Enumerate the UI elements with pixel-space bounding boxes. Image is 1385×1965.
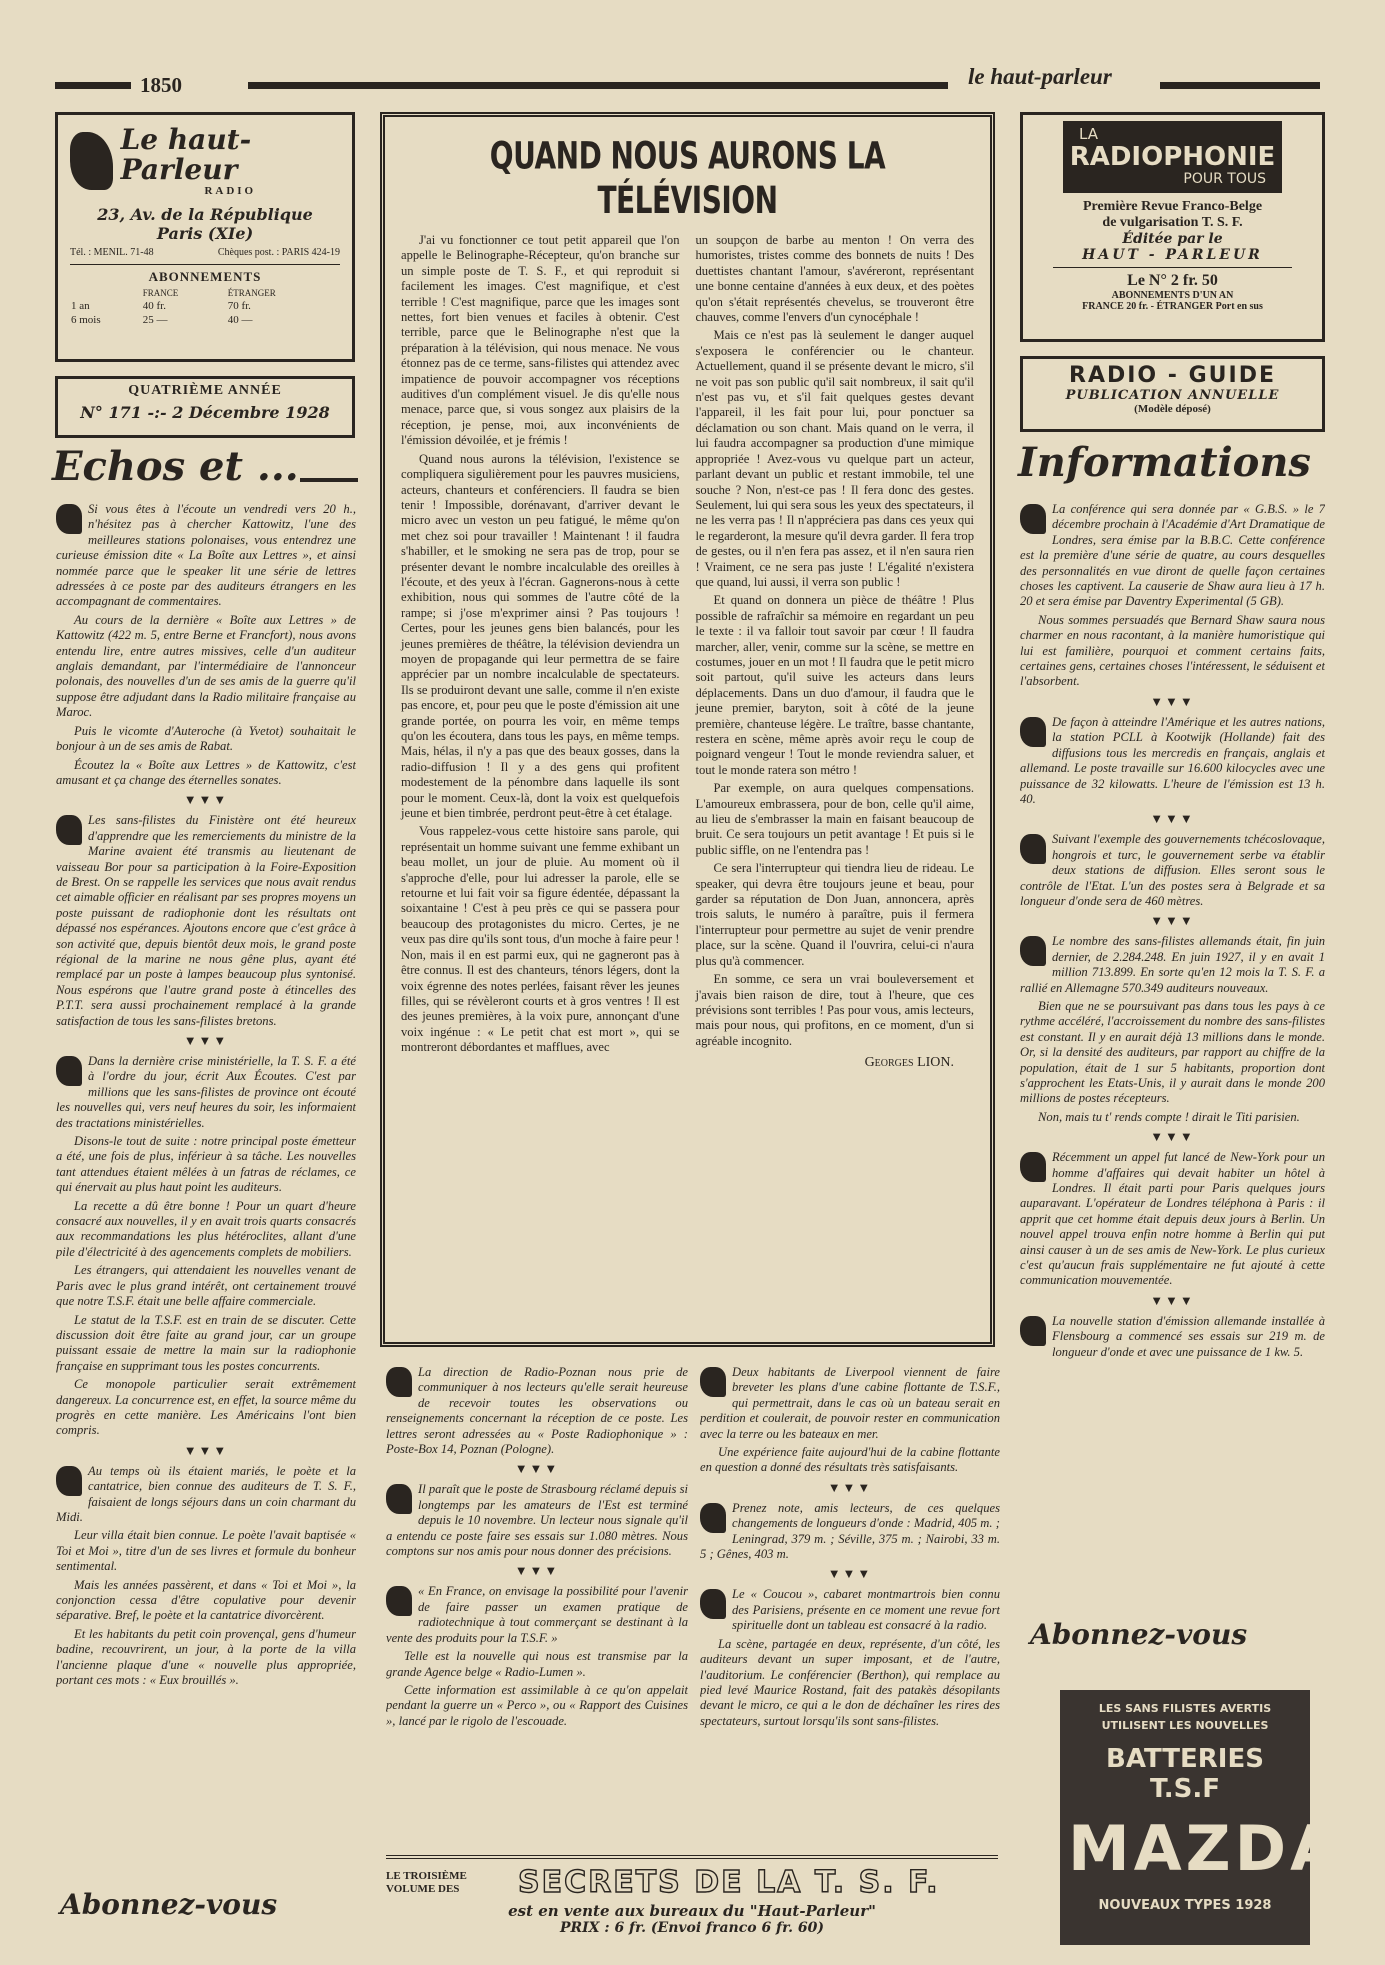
feature-paragraph: En somme, ce sera un vrai bouleversement et j'avais bien raison de dire, tout à l'heure, que ces prévisions sont terribles ! Pas pour vous, amis lecteurs, mais pour nous, qui profitons, en ce moment, d'un si agréable incognito. (695, 972, 974, 1048)
echo-text: Disons-le tout de suite : notre principal poste émetteur a été, une fois de plus, inférieur à sa tâche. Les nouvelles tant attendues étaient mêlées à un fatras de réclames, ce qui énervait au plus haut point les auditeurs. (56, 1134, 356, 1195)
info-item (1020, 934, 1325, 996)
header-rule-left (55, 82, 131, 89)
separator: ▼▼▼ (514, 1461, 560, 1477)
info-text: De façon à atteindre l'Amérique et les autres nations, la station PCLL à Kootwijk (Hollande) fait des diffusions tous les mercredis en français, anglais et allemand. Le poste travaille sur 16.600 kilocycles avec une puissance de 32 kilowatts. L'heure de l'émission est 13 h. 40. (1020, 714, 1325, 806)
echo-text: Si vous êtes à l'écoute un vendredi vers 20 h., n'hésitez pas à chercher Kattowitz, l'une des meilleures stations polonaises, vous entendrez une curieuse émission dite « La Boîte aux Lettres », et ainsi nommée parce que le speaker lit une série de lettres adressées à ce poste par des auditeurs étrangers en les accompagnant de commentaires. (56, 502, 356, 609)
radioguide-sub: PUBLICATION ANNUELLE (1065, 388, 1280, 403)
news-text: Cette information est assimilable à ce qu'on appelait pendant la guerre un « Perco », ou « Rapport des Cuisines », lancé par le rigolo de l'escouade. (386, 1682, 688, 1728)
separator: ▼▼▼ (183, 792, 229, 808)
subs-title: ABONNEMENTS (148, 269, 262, 284)
secrets-banner (386, 1855, 998, 1943)
informations-column (1020, 502, 1325, 1597)
echo-item (56, 502, 356, 610)
echo-text: Et les habitants du petit coin provençal, gens d'humeur badine, recouvrirent, un jour, à la porte de la villa l'ancienne plaque d'une « nouvelle plus appropriée, portant ces mots : « Eux brouillés ». (56, 1626, 356, 1688)
banner-title: SECRETS DE LA T. S. F. (518, 1865, 940, 1900)
loudspeaker-icon (386, 1367, 412, 1397)
separator: ▼▼▼ (827, 1566, 873, 1582)
logo-text: Le haut-Parleur (120, 123, 252, 186)
loudspeaker-icon (1020, 717, 1046, 747)
radiophonie-line-1: Première Revue Franco-Belge (1082, 199, 1263, 214)
subs-cell: 70 fr. (227, 300, 251, 312)
info-item (1020, 715, 1325, 807)
radiophonie-title-3: POUR TOUS (1183, 171, 1266, 187)
separator: ▼▼▼ (1150, 1292, 1195, 1308)
echo-text: Les sans-filistes du Finistère ont été heureux d'apprendre que les remerciements du ministre de la Marine avaient été transmis au lieutenant de vaisseau Bor pour sa participation à la Foire-Exposition de Brest. On se rappelle les services que nous avait rendus cet aimable officier en réalisant par ses propres moyens un poste puissant de radiophonie dont les résultats ont dépassé nos espérances. Ajoutons encore que c'est grâce à son activité que, depuis bientôt deux mois, le grand poste régional de la marine ne nous gêne plus, ayant été remplacé par un poste à lampes beaucoup plus syntonisé. Nous espérons que l'autre grand poste à étincelles des P.T.T. sera aussi prochainement remplacé à la grande satisfaction de tous les sans-filistes bretons. (56, 813, 356, 1028)
loudspeaker-icon (1020, 1316, 1046, 1346)
feature-title: QUAND NOUS AURONS LA TÉLÉVISION (489, 133, 886, 223)
radioguide-box (1020, 356, 1325, 432)
radiophonie-box (1020, 112, 1325, 342)
subs-table (70, 287, 340, 327)
news-text: « En France, on envisage la possibilité pour l'avenir de faire passer un examen pratique de radiotechnique à tout commerçant se destinant à la vente des produits pour la T.S.F. » (386, 1584, 688, 1645)
news-text: Le « Coucou », cabaret montmartrois bien connu des Parisiens, présente en ce moment une revue fort spirituelle dont un tableau est consacré à la radio. (732, 1587, 1000, 1633)
radiophonie-subs: ABONNEMENTS D'UN AN (1111, 290, 1234, 301)
loudspeaker-icon (70, 132, 113, 190)
echo-item (56, 1054, 356, 1131)
informations-footer: Abonnez-vous (1030, 1618, 1248, 1651)
phone-line (70, 247, 340, 258)
feature-col-2 (696, 233, 975, 1071)
echos-footer: Abonnez-vous (60, 1888, 278, 1921)
separator: ▼▼▼ (1150, 913, 1195, 929)
news-text: Prenez note, amis lecteurs, de ces quelques changements de longueurs d'onde : Madrid, 405 m. ; Leningrad, 379 m. ; Séville, 375 m. ; Nairobi, 33 m. 5 ; Gênes, 403 m. (700, 1500, 1000, 1562)
col-france: FRANCE (142, 288, 179, 298)
radiophonie-rates: FRANCE 20 fr. - ÉTRANGER Port en sus (1082, 301, 1263, 312)
echo-text: Au temps où ils étaient mariés, le poète et la cantatrice, bien connue des auditeurs de T. S. F., faisaient de longs séjours dans un coin charmant du Midi. (56, 1463, 356, 1524)
issue-year: QUATRIÈME ANNÉE (128, 383, 282, 398)
news-item (700, 1501, 1000, 1563)
separator: ▼▼▼ (183, 1033, 229, 1048)
loudspeaker-icon (1020, 504, 1046, 534)
loudspeaker-icon (1020, 936, 1046, 966)
radiophonie-title-2: RADIOPHONIE (1069, 142, 1276, 172)
info-text: Récemment un appel fut lancé de New-York pour un homme d'affaires qui devait habiter un hôtel à Londres. Il était parti pour Paris quelques jours auparavant. L'opérateur de Londres téléphona à Paris : il apprit que cet homme était depuis deux jours à Berlin. Un nouvel appel trouva enfin notre homme à Berlin qui put ainsi causer à un de ses amis de New-York. Le plus curieux c'est qu'aucun frais supplémentaire ne fut ajouté à cette communication mouvementée. (1020, 1150, 1325, 1288)
radiophonie-line-3: Éditée par le (1122, 231, 1223, 247)
issue-number: N° 171 -:- 2 Décembre 1928 (80, 403, 330, 422)
info-item (1020, 1150, 1325, 1289)
news-item (700, 1365, 1000, 1442)
issue-box (55, 376, 355, 438)
feature-paragraph: Ce sera l'interrupteur qui tiendra lieu de rideau. Le speaker, qui devra être toujours jeune et beau, pour garder sa réputation de Don Juan, annoncera, après trois saluts, le numéro à paraître, puis il fermera l'interrupteur pour permettre au sujet de venir prendre place, sur la scène. Quand il l'ouvrira, celui-ci n'aura plus qu'à commencer. (695, 861, 974, 968)
masthead-logo (70, 125, 340, 197)
radiophonie-line-2: de vulgarisation T. S. F. (1102, 215, 1243, 230)
ad-line-4: NOUVEAUX TYPES 1928 (1098, 1898, 1272, 1913)
ad-line-2: UTILISENT LES NOUVELLES (1101, 1719, 1269, 1732)
loudspeaker-icon (386, 1484, 412, 1514)
echo-text: Le statut de la T.S.F. est en train de se discuter. Cette discussion doit être faite au grand jour, car un groupe puissant essaie de mettre la main sur la radiophonie française en supprimant tous les postes concurrents. (56, 1312, 356, 1373)
feature-paragraph: Mais ce n'est pas là seulement le danger auquel s'exposera le conférencier ou le chanteur. Actuellement, quand il se présente devant le micro, s'il ne voit pas son public qu'il sait nombreux, il sait qu'il n'est pas vu, et s'il fait quelques gestes devant l'appareil, il les fait pour lui, pour ponctuer sa déclamation ou son chant. Mais quand on le verra, il lui faudra accompagner sa production d'une mimique appropriée ! Avez-vous vu quelque part un acteur, parlant devant un public et restant immobile, tel une souche ? Non, n'est-ce pas ! Il fera donc des gestes. Seulement, lui qui sera sous les yeux des spectateurs, il ne les verra pas ! Il n'appréciera pas dans ces yeux qui le regarderont, la mesure qu'il devra garder. Il fera trop de gestes, ou il n'en fera pas assez, et il n'en saura rien ! Vraiment, ce ne sera pas juste ! L'égalité n'existera que quand, lui aussi, il verra son public ! (695, 328, 974, 589)
feature-paragraph: Vous rappelez-vous cette histoire sans parole, qui représentait un homme suivant une femme exhibant un beau mollet, un jour de pluie. Au moment où il s'approche d'elle, pour lui adresser la parole, elle se retourne et lui fait voir sa figure édentée, dépassant la soixantaine ! C'est à peu près ce qui se passera pour beaucoup des protagonistes du micro. Certes, je ne veux pas dire qu'ils sont tous, d'un moche à faire peur ! Non, mais il en est parmi eux, qui ne gagneront pas à être connus. Il est des chanteurs, ténors légers, dont la voix égrenne des notes perlées, faisant rêver les jeunes filles, qui se révèleront courts et à gros ventres ! Il est des jeunes premières, à la voix pure, annonçant d'une voix ingénue : « Le petit chat est mort », qui se montreront débordantes et mafflues, avec (401, 824, 680, 1055)
subs-cell: 40 fr. (142, 300, 166, 312)
news-item (700, 1587, 1000, 1633)
info-text: Bien que ne se poursuivant pas dans tous les pays à ce rythme accéléré, l'accroissement du nombre des sans-filistes est constant. Il y en aurait déjà 13 millions dans le monde. Or, si la densité des auditeurs, par rapport au chiffre de la population, était de 1 sur 5 habitants, proportion dont s'approchent les Etats-Unis, il y aurait dans le monde 200 millions de postes récepteurs. (1020, 998, 1325, 1106)
info-text: La nouvelle station d'émission allemande installée à Flensbourg a commencé ses essais sur 219 m. de longueur d'onde et avec une puissance de 1 kw. 5. (1052, 1313, 1325, 1359)
subs-cell: 1 an (71, 300, 90, 312)
echos-heading: Echos et ... (52, 443, 299, 490)
info-item (1020, 1314, 1325, 1360)
logo-sub: RADIO (204, 185, 257, 197)
signature: Georges LION. (864, 1055, 954, 1071)
feature-paragraph: Quand nous aurons la télévision, l'existence se compliquera sigulièrement pour les pauvres musiciens, acteurs, chanteurs et conférenciers. Il faudra se bien tenir ! Impossible, dorénavant, d'arriver devant le micro avec un veston un peu fatigué, le même qu'on met chez soi pour travailler ! Maintenant ! il faudra s'habiller, et le smoking ne sera pas de trop, pour se présenter devant le nombre incalculable des oreilles à l'écoute, et des yeux à l'écran. Gagnerons-nous à cette exhibition, nous qui sommes de l'autre côté de la rampe; si j'ose m'exprimer ainsi ? Pas toujours ! Certes, pour les jeunes gens bien balancés, pour les jeunes premières de théâtre, la télévision deviendra un moyen de propagande qui leur permettra de se faire apprécier par un nombre incalculable de spectateurs. Ils se produiront devant une salle, comme il n'en existe pas encore, et, pour peu que le poste d'émission ait une grande portée, on pourra les voir, en même temps qu'on les écoutera, dans tous les pays, en même temps. Mais, hélas, il n'y a pas que des beaux gosses, dans la radio-diffusion ! Il y a des gens qui profitent modestement de la pénombre dans laquelle ils sont pour le moment. Ceux-là, dont la voix est quelquefois jeune et bien timbrée, perdront peut-être à cet étalage. (401, 451, 680, 821)
loudspeaker-icon (56, 504, 82, 534)
header-rule-mid (248, 82, 948, 89)
banner-line2: est en vente aux bureaux du "Haut-Parleur" (508, 1902, 876, 1920)
header-rule-right (1160, 82, 1320, 89)
feature-box (380, 112, 995, 1347)
news-item (386, 1365, 688, 1457)
newspaper-title: le haut-parleur (968, 64, 1112, 89)
echo-text: Au cours de la dernière « Boîte aux Lettres » de Kattowitz (422 m. 5, entre Berne et Francfort), nous avons entendu lire, entre autres missives, celle d'un auditeur anglais demandant, par l'intermédiaire de l'annonceur polonais, des nouvelles d'un de ses amis de la guerre qu'il suppose être adjudant dans la Radio militaire française au Maroc. (56, 612, 356, 720)
ad-brand: MAZDA (1068, 1812, 1343, 1885)
echo-item (56, 1464, 356, 1526)
news-text: Une expérience faite aujourd'hui de la cabine flottante en question a donné des résultats très satisfaisants. (700, 1445, 1000, 1475)
echo-text: Ce monopole particulier serait extrêmement dangereux. La concurrence est, en effet, la source même du progrès en cette manière. Les Américains l'ont bien compris. (56, 1377, 356, 1438)
col-etranger: ÉTRANGER (227, 288, 276, 298)
echos-heading-rule (300, 478, 358, 482)
echo-text: La recette a dû être bonne ! Pour un quart d'heure consacré aux nouvelles, il y en avait trois quarts consacrés aux recommandations les plus hétéroclites, allant d'une pile d'électricité à des agencements complets de mobiliers. (56, 1198, 356, 1259)
news-text: Il paraît que le poste de Strasbourg réclamé depuis si longtemps par les amateurs de l'Est est terminé depuis le 10 novembre. Un lecteur nous signale qu'il a entendu ce poste faire ses essais sur 1.080 mètres. Nous comptons sur nos amis pour nous donner des précisions. (386, 1482, 688, 1559)
separator: ▼▼▼ (514, 1563, 560, 1579)
banner-left: LE TROISIÈME VOLUME DES (386, 1869, 467, 1895)
feature-paragraph: un soupçon de barbe au menton ! On verra des humoristes, tristes comme des bonnets de nuits ! Des duettistes chantant l'amour, s'avéreront, représentant une bonne centaine d'années à eux deux, et des poètes qu'on s'était représentés chevelus, se trouveront être chauves, comme l'envers d'un cynocéphale ! (695, 233, 974, 325)
loudspeaker-icon (386, 1586, 412, 1616)
subs-cell: 25 — (142, 314, 168, 326)
news-item (386, 1584, 688, 1646)
loudspeaker-icon (1020, 1152, 1046, 1182)
news-item (386, 1482, 688, 1559)
radiophonie-price: Le N° 2 fr. 50 (1127, 272, 1218, 289)
separator: ▼▼▼ (1150, 1129, 1195, 1145)
echo-text: Dans la dernière crise ministérielle, la T. S. F. a été à l'ordre du jour, écrit Aux Écoutes. C'est par millions que les sans-filistes de province ont écouté les nouvelles qui, vers neuf heures du soir, les informaient des tractations ministérielles. (56, 1054, 356, 1130)
echos-column (56, 502, 356, 1890)
loudspeaker-icon (700, 1367, 726, 1397)
feature-paragraph: J'ai vu fonctionner ce tout petit appareil que l'on appelle le Belinographe-Récepteur, qu'on branche sur un simple poste de T. S. F., et qui reproduit si facilement les images. C'est magnifique, et c'est terrible ! C'est magnifique, parce que les images sont nettes, fort bien venues et faciles à obtenir. C'est terrible, parce que le Belinographe n'est que la préparation à la télévision, qui nous menace. Ne vous étonnez pas de ce terme, sans-filistes qui attendez avec impatience de pouvoir accompagner vos réceptions auditives d'un complément visuel. Je dis qu'elle nous menace, parce que, si vous songez aux plaisirs de la réception, je pense, moi, aux inconvénients de l'émission dévoilée, et je frémis ! (401, 233, 680, 448)
informations-heading: Informations (1018, 439, 1311, 486)
info-text: Le nombre des sans-filistes allemands était, fin juin dernier, de 2.284.248. En juin 1927, il y en avait 1 million 713.899. En sorte qu'en 12 mois la T. S. F. a rallié en Allemagne 570.349 auditeurs nouveaux. (1020, 934, 1325, 995)
separator: ▼▼▼ (1150, 811, 1195, 827)
mid-column-2 (700, 1365, 1000, 1845)
loudspeaker-icon (1020, 834, 1046, 864)
radiophonie-line-4: HAUT - PARLEUR (1082, 247, 1263, 263)
ad-line-3: BATTERIES T.S.F (1106, 1744, 1264, 1804)
info-item (1020, 832, 1325, 909)
radioguide-title: RADIO - GUIDE (1069, 363, 1276, 388)
info-text: Nous sommes persuadés que Bernard Shaw saura nous charmer en nous racontant, à la manière humoristique qui lui est familière, pourquoi et comment certains faits, certaines gens, certaines choses l'intéressent, le séduisent et l'absorbent. (1020, 612, 1325, 689)
phone: Tél. : MENIL. 71-48 (70, 247, 154, 258)
feature-paragraph: Par exemple, on aura quelques compensations. L'amoureux embrassera, pour de bon, celle qu'il aime, au lieu de s'embrasser la main en faisant beaucoup de bruit. Ce sera toujours un petit avantage ! Et puis si le public siffle, on ne l'entendra pas ! (695, 781, 974, 857)
radioguide-note: (Modèle déposé) (1134, 403, 1211, 415)
mid-column-1 (386, 1365, 688, 1845)
info-text: La conférence qui sera donnée par « G.B.S. » le 7 décembre prochain à l'Académie d'Art Dramatique de Londres, sera émise par la B.B.C. Cette conférence est la première d'une série de quatre, au cours desquelles des personnalités en vue diront de quelle façon certaines choses les captivent. La causerie de Shaw aura lieu à 17 h. 20 et sera émise par Daventry Experimental (5 GB). (1020, 502, 1325, 609)
mazda-ad (1060, 1690, 1343, 1945)
separator: ▼▼▼ (1150, 693, 1195, 709)
echo-text: Leur villa était bien connue. Le poète l'avait baptisée « Toi et Moi », titre d'un de ses livres et formule du bonheur sentimental. (56, 1528, 356, 1574)
echo-text: Puis le vicomte d'Auteroche (à Yvetot) souhaitait le bonjour à un de ses amis de Rabat. (56, 723, 356, 754)
echo-text: Mais les années passèrent, et dans « Toi et Moi », la conjonction cessa d'être copulative pour devenir séparative. Bref, le poète et la cantatrice divorcèrent. (56, 1577, 356, 1623)
radiophonie-title-bar (1063, 121, 1282, 193)
loudspeaker-icon (700, 1589, 726, 1619)
address: 23, Av. de la République (97, 205, 313, 224)
news-text: Telle est la nouvelle qui nous est transmise par la grande Agence belge « Radio-Lumen ». (386, 1649, 688, 1679)
news-text: Deux habitants de Liverpool viennent de faire breveter les plans d'une cabine flottante de T.S.F., qui permettrait, dans le cas où un bateau serait en perdition et coulerait, de pouvoir rester en communication avec la terre ou les bateaux en mer. (700, 1365, 1000, 1441)
page-number: 1850 (140, 73, 182, 97)
info-item (1020, 502, 1325, 610)
loudspeaker-icon (56, 1466, 82, 1496)
loudspeaker-icon (56, 815, 82, 845)
separator: ▼▼▼ (183, 1442, 229, 1458)
feature-col-1 (401, 233, 680, 1071)
city: Paris (XIe) (156, 224, 254, 243)
loudspeaker-icon (700, 1503, 726, 1533)
subs-cell: 6 mois (71, 314, 101, 326)
loudspeaker-icon (56, 1056, 82, 1086)
echo-text: Écoutez la « Boîte aux Lettres » de Kattowitz, c'est amusant et ça change des éternelles sonates. (56, 757, 356, 787)
info-text: Non, mais tu t' rends compte ! dirait le Titi parisien. (1038, 1109, 1300, 1124)
news-text: La scène, partagée en deux, représente, d'un côté, les auditeurs devant un super imposant, et de l'autre, l'auditorium. Le conférencier (Berthon), qui remplace au pied levé Maurice Rostand, fait des patakès désopilants devant le micro, ce qui a le don de déchaîner les rires des spectateurs, surtout lorsqu'ils sont sans-filistes. (700, 1636, 1000, 1728)
echo-text: Les étrangers, qui attendaient les nouvelles venant de Paris avec le plus grand intérêt, ont certainement trouvé que notre T.S.F. était une belle affaire commerciale. (56, 1263, 356, 1309)
feature-paragraph: Et quand on donnera un pièce de théâtre ! Plus possible de rafraîchir sa mémoire en regardant un peu le texte : il va falloir tout savoir par cœur ! Il faudra marcher, aller, venir, comme sur la scène, se mettre en costumes, jouer en un mot ! Il faudra que le petit micro soit partout, qu'il suive les acteurs dans leurs déplacements. Dans un duo d'amour, il faudra que le jeune premier, baryton, soit à côté de la jeune première, chanteuse légère. Le traître, basse chantante, restera en scène, même après avoir reçu le coup de poignard vengeur ! Tout le monde reviendra saluer, et tout le monde ratera son métro ! (695, 593, 974, 777)
echo-item (56, 813, 356, 1029)
subs-cell: 40 — (227, 314, 253, 326)
separator: ▼▼▼ (827, 1479, 873, 1495)
cheques: Chèques post. : PARIS 424-19 (217, 247, 340, 258)
info-text: Suivant l'exemple des gouvernements tchécoslovaque, hongrois et turc, le gouvernement serbe va établir deux stations de diffusion. Elles seront sous le contrôle de l'Etat. L'un des postes sera à Belgrade et sa longueur d'onde sera de 460 mètres. (1020, 832, 1325, 908)
radiophonie-title-1: LA (1079, 125, 1098, 143)
news-text: La direction de Radio-Poznan nous prie de communiquer à nos lecteurs qu'elle serait heureuse de recevoir toutes les observations ou renseignements concernant la réception de ce poste. Les lettres seront adressées au « Poste Radiophonique » : Poste-Box 14, Poznan (Pologne). (386, 1365, 688, 1457)
ad-line-1: LES SANS FILISTES AVERTIS (1098, 1702, 1272, 1715)
banner-price: PRIX : 6 fr. (Envoi franco 6 fr. 60) (559, 1920, 825, 1936)
masthead-box (55, 112, 355, 362)
